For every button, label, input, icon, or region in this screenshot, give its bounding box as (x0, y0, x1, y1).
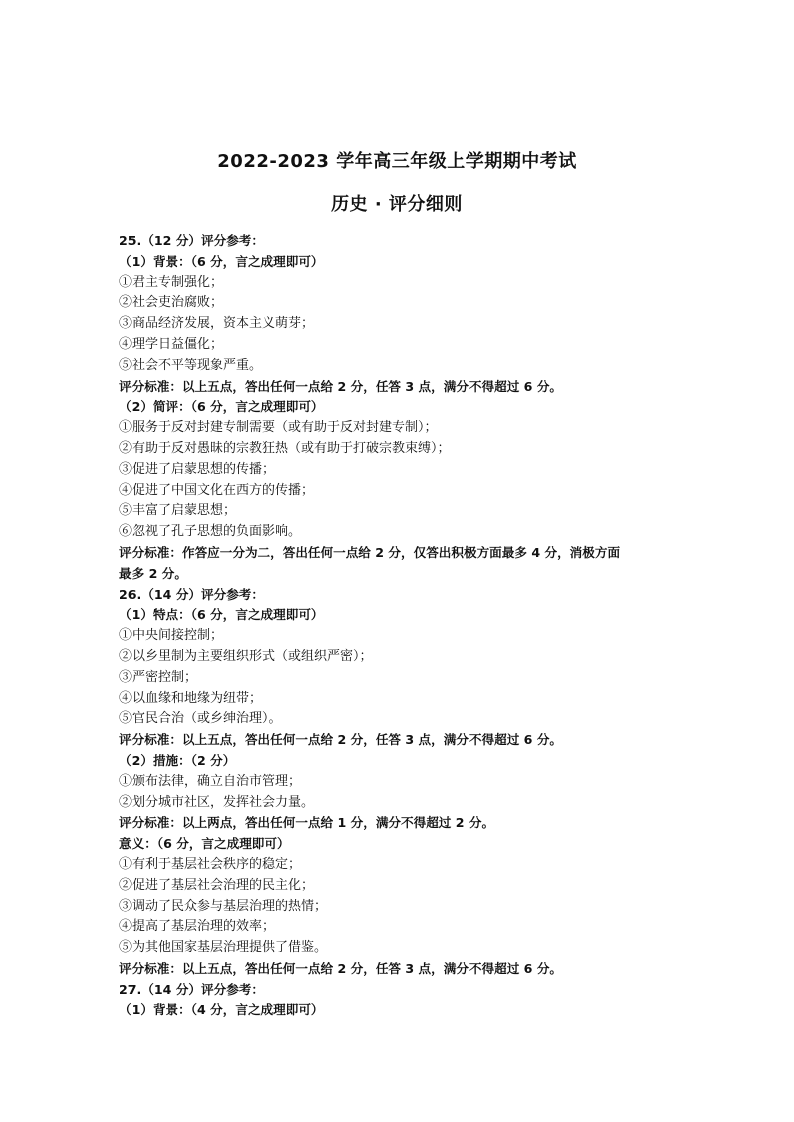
section-heading: （2）措施：（2 分） (119, 752, 236, 768)
answer-point: ⑤官民合治（或乡绅治理）。 (119, 711, 282, 727)
scoring-standard: 评分标准：以上两点，答出任何一点给 1 分，满分不得超过 2 分。 (119, 815, 495, 831)
answer-point: ③调动了民众参与基层治理的热情； (119, 898, 328, 914)
question-heading: 26.（14 分）评分参考： (119, 586, 264, 602)
scoring-standard: 评分标准：以上五点，答出任何一点给 2 分，任答 3 点，满分不得超过 6 分。 (119, 732, 563, 748)
answer-point: ①中央间接控制； (119, 628, 224, 644)
section-heading: （1）背景：（6 分，言之成理即可） (119, 253, 324, 269)
answer-point: ①颁布法律，确立自治市管理； (119, 773, 302, 789)
scoring-standard-continued: 最多 2 分。 (119, 565, 187, 581)
answer-point: ②有助于反对愚昧的宗教狂热（或有助于打破宗教束缚）； (119, 440, 451, 456)
answer-point: ⑥忽视了孔子思想的负面影响。 (119, 524, 302, 540)
answer-point: ①服务于反对封建专制需要（或有助于反对封建专制）； (119, 420, 438, 436)
document-body (119, 231, 679, 1021)
answer-point: ②划分城市社区，发挥社会力量。 (119, 794, 315, 810)
answer-point: ①有利于基层社会秩序的稳定； (119, 856, 302, 872)
answer-point: ②以乡里制为主要组织形式（或组织严密）； (119, 648, 373, 664)
section-heading: （1）背景：（4 分，言之成理即可） (119, 1002, 324, 1018)
answer-point: ④提高了基层治理的效率； (119, 919, 276, 935)
document-subtitle: 历史 · 评分细则 (331, 194, 463, 215)
answer-point: ⑤丰富了启蒙思想； (119, 503, 237, 519)
answer-point: ②促进了基层社会治理的民主化； (119, 877, 315, 893)
section-heading: （2）简评：（6 分，言之成理即可） (119, 399, 324, 415)
answer-point: ⑤为其他国家基层治理提供了借鉴。 (119, 940, 328, 956)
answer-point: ②社会吏治腐败； (119, 295, 224, 311)
answer-point: ④促进了中国文化在西方的传播； (119, 482, 315, 498)
answer-point: ③商品经济发展，资本主义萌芽； (119, 316, 315, 332)
answer-point: ⑤社会不平等现象严重。 (119, 357, 263, 373)
scoring-standard: 评分标准：以上五点，答出任何一点给 2 分，任答 3 点，满分不得超过 6 分。 (119, 960, 563, 976)
answer-point: ③促进了启蒙思想的传播； (119, 461, 276, 477)
section-heading: 意义：（6 分，言之成理即可） (119, 836, 290, 852)
answer-point: ①君主专制强化； (119, 274, 224, 290)
answer-point: ④理学日益僵化； (119, 336, 224, 352)
answer-point: ③严密控制； (119, 669, 198, 685)
document-title: 2022-2023 学年高三年级上学期期中考试 (217, 151, 577, 172)
scoring-standard: 评分标准：作答应一分为二，答出任何一点给 2 分，仅答出积极方面最多 4 分，消极方面 (119, 544, 621, 560)
question-heading: 25.（12 分）评分参考： (119, 233, 264, 248)
scoring-standard: 评分标准：以上五点，答出任何一点给 2 分，任答 3 点，满分不得超过 6 分。 (119, 378, 563, 394)
section-heading: （1）特点：（6 分，言之成理即可） (119, 607, 324, 623)
question-heading: 27.（14 分）评分参考： (119, 981, 264, 997)
answer-point: ④以血缘和地缘为纽带； (119, 690, 263, 706)
